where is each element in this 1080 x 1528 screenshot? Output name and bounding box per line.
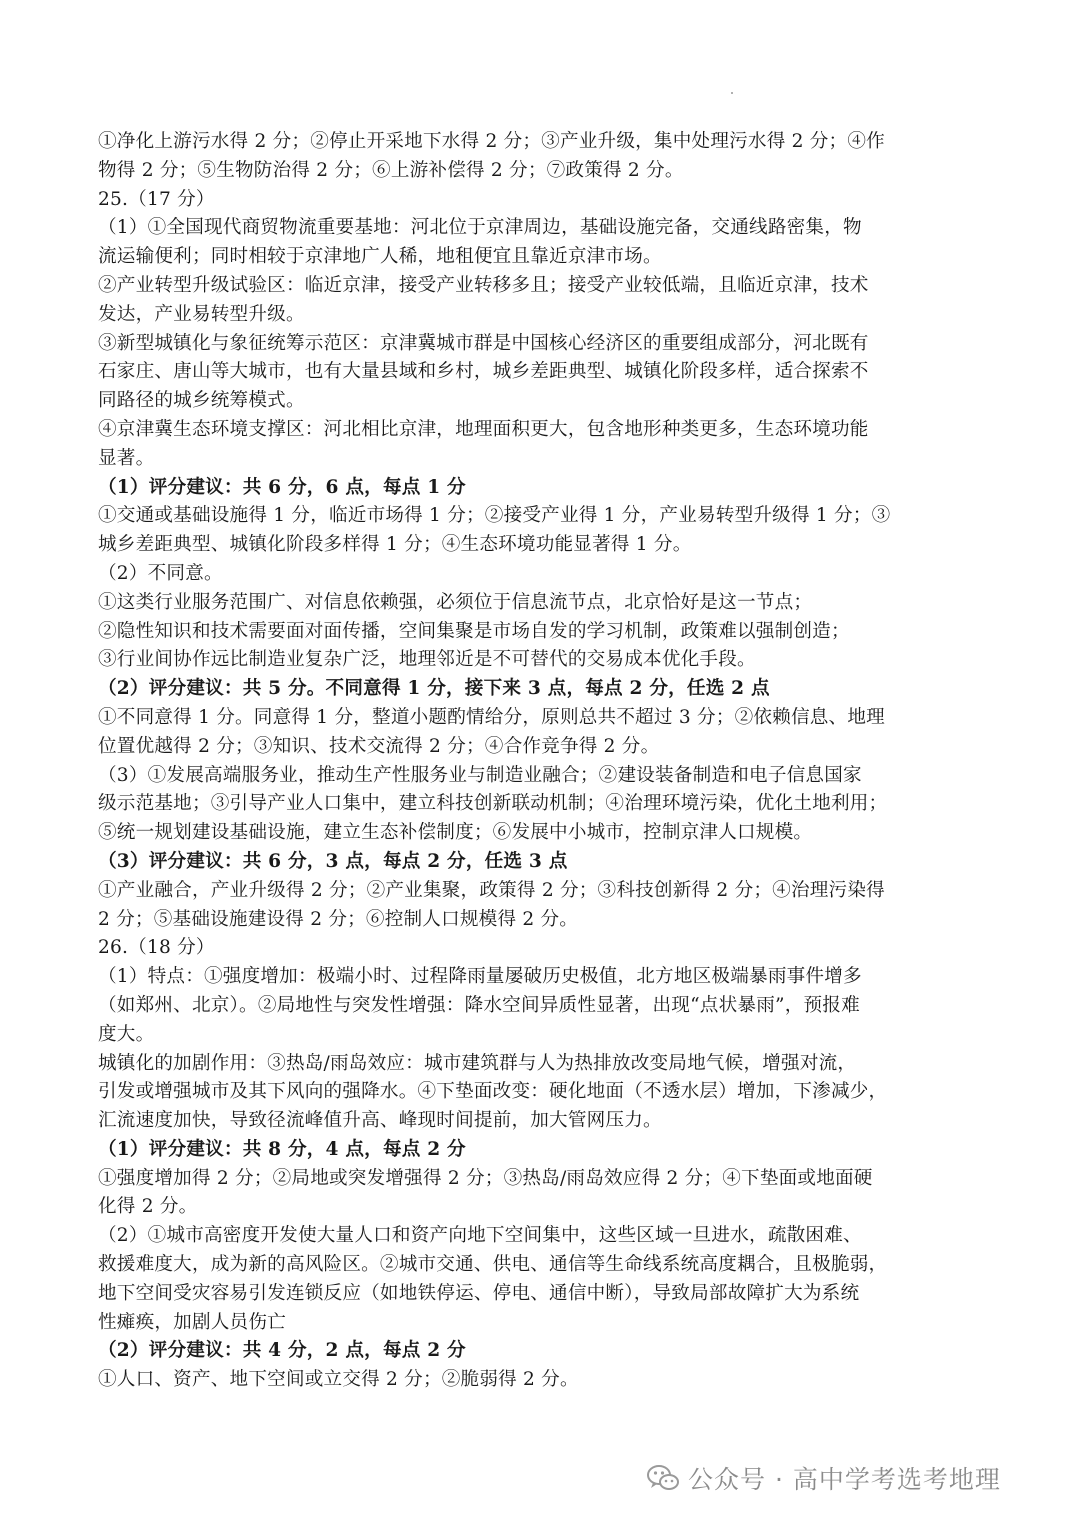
scoring-note-line: （2）评分建议：共 5 分。不同意得 1 分，接下来 3 点，每点 2 分，任选 2 点 <box>98 678 770 700</box>
text-line: ②隐性知识和技术需要面对面传播，空间集聚是市场自发的学习机制，政策难以强制创造； <box>98 620 850 642</box>
text-line: 25.（17 分） <box>98 188 215 210</box>
scan-dot <box>731 92 733 94</box>
text-line: 化得 2 分。 <box>98 1196 198 1218</box>
text-line: ①人口、资产、地下空间或立交得 2 分；②脆弱得 2 分。 <box>98 1369 579 1391</box>
text-line: 2 分；⑤基础设施建设得 2 分；⑥控制人口规模得 2 分。 <box>98 908 579 930</box>
text-line: ①产业融合，产业升级得 2 分；②产业集聚，政策得 2 分；③科技创新得 2 分；④治理污染得 <box>98 879 885 901</box>
text-line: ③新型城镇化与象征统筹示范区：京津冀城市群是中国核心经济区的重要组成部分，河北既有 <box>98 332 869 354</box>
text-line: 救援难度大，成为新的高风险区。②城市交通、供电、通信等生命线系统高度耦合，且极脆弱， <box>98 1254 888 1276</box>
text-line: 性瘫痪，加剧人员伤亡 <box>98 1311 286 1333</box>
text-line: 石家庄、唐山等大城市，也有大量县域和乡村，城乡差距典型、城镇化阶段多样，适合探索不 <box>98 361 869 383</box>
text-line: ①交通或基础设施得 1 分，临近市场得 1 分；②接受产业得 1 分，产业易转型升级得 1 分；③ <box>98 505 891 527</box>
text-line: ⑤统一规划建设基础设施，建立生态补偿制度；⑥发展中小城市，控制京津人口规模。 <box>98 822 813 844</box>
watermark-text: 公众号 · 高中学考选考地理 <box>688 1465 1001 1494</box>
text-line: （如郑州、北京）。②局地性与突发性增强：降水空间异质性显著，出现“点状暴雨”，预报难 <box>98 994 860 1016</box>
text-line: 流运输便利；同时相较于京津地广人稀，地租便宜且靠近京津市场。 <box>98 246 662 268</box>
text-line: ①净化上游污水得 2 分；②停止开采地下水得 2 分；③产业升级，集中处理污水得 2 分；④作 <box>98 131 885 152</box>
text-line: （1）①全国现代商贸物流重要基地：河北位于京津周边，基础设施完备，交通线路密集，物 <box>98 217 862 239</box>
scoring-note-line: （1）评分建议：共 8 分，4 点，每点 2 分 <box>98 1138 466 1160</box>
text-line: 级示范基地；③引导产业人口集中，建立科技创新联动机制；④治理环境污染，优化土地利用； <box>98 793 888 815</box>
scoring-note-line: （3）评分建议：共 6 分，3 点，每点 2 分，任选 3 点 <box>98 850 568 872</box>
text-line: 地下空间受灾容易引发连锁反应（如地铁停运、停电、通信中断），导致局部故障扩大为系统 <box>98 1282 860 1304</box>
text-line: ②产业转型升级试验区：临近京津，接受产业转移多且；接受产业较低端，且临近京津，技术 <box>98 274 869 296</box>
text-line: ①不同意得 1 分。同意得 1 分，整道小题酌情给分，原则总共不超过 3 分；②依赖信息、地理 <box>98 706 885 728</box>
text-line: （2）不同意。 <box>98 562 223 584</box>
text-line: 显著。 <box>98 447 155 469</box>
wechat-icon <box>646 1463 680 1493</box>
text-line: 同路径的城乡统筹模式。 <box>98 390 305 412</box>
text-line: 度大。 <box>98 1023 155 1045</box>
text-line: ①强度增加得 2 分；②局地或突发增强得 2 分；③热岛/雨岛效应得 2 分；④下垫面或地面硬 <box>98 1167 873 1189</box>
text-line: 物得 2 分；⑤生物防治得 2 分；⑥上游补偿得 2 分；⑦政策得 2 分。 <box>98 159 684 181</box>
text-line: 城乡差距典型、城镇化阶段多样得 1 分；④生态环境功能显著得 1 分。 <box>98 534 692 556</box>
text-line: ④京津冀生态环境支撑区：河北相比京津，地理面积更大，包含地形种类更多，生态环境功能 <box>98 418 869 440</box>
answer-content <box>98 128 988 1395</box>
text-line: ③行业间协作远比制造业复杂广泛，地理邻近是不可替代的交易成本优化手段。 <box>98 649 756 671</box>
text-line: （1）特点：①强度增加：极端小时、过程降雨量屡破历史极值，北方地区极端暴雨事件增多 <box>98 966 862 988</box>
text-line: 26.（18 分） <box>98 937 215 959</box>
text-line: 发达，产业易转型升级。 <box>98 303 305 325</box>
text-line: 汇流速度加快，导致径流峰值升高、峰现时间提前，加大管网压力。 <box>98 1110 662 1132</box>
scoring-note-line: （2）评分建议：共 4 分，2 点，每点 2 分 <box>98 1340 466 1362</box>
text-line: （3）①发展高端服务业，推动生产性服务业与制造业融合；②建设装备制造和电子信息国家 <box>98 764 862 786</box>
text-line: 引发或增强城市及其下风向的强降水。④下垫面改变：硬化地面（不透水层）增加，下渗减少， <box>98 1081 888 1103</box>
text-line: 城镇化的加剧作用：③热岛/雨岛效应：城市建筑群与人为热排放改变局地气候，增强对流， <box>98 1052 857 1074</box>
scoring-note-line: （1）评分建议：共 6 分，6 点，每点 1 分 <box>98 476 466 498</box>
text-line: 位置优越得 2 分；③知识、技术交流得 2 分；④合作竞争得 2 分。 <box>98 735 660 757</box>
watermark <box>646 1458 1001 1498</box>
text-line: ①这类行业服务范围广、对信息依赖强，必须位于信息流节点，北京恰好是这一节点； <box>98 591 813 613</box>
text-line: （2）①城市高密度开发使大量人口和资产向地下空间集中，这些区域一旦进水，疏散困难、 <box>98 1225 862 1247</box>
